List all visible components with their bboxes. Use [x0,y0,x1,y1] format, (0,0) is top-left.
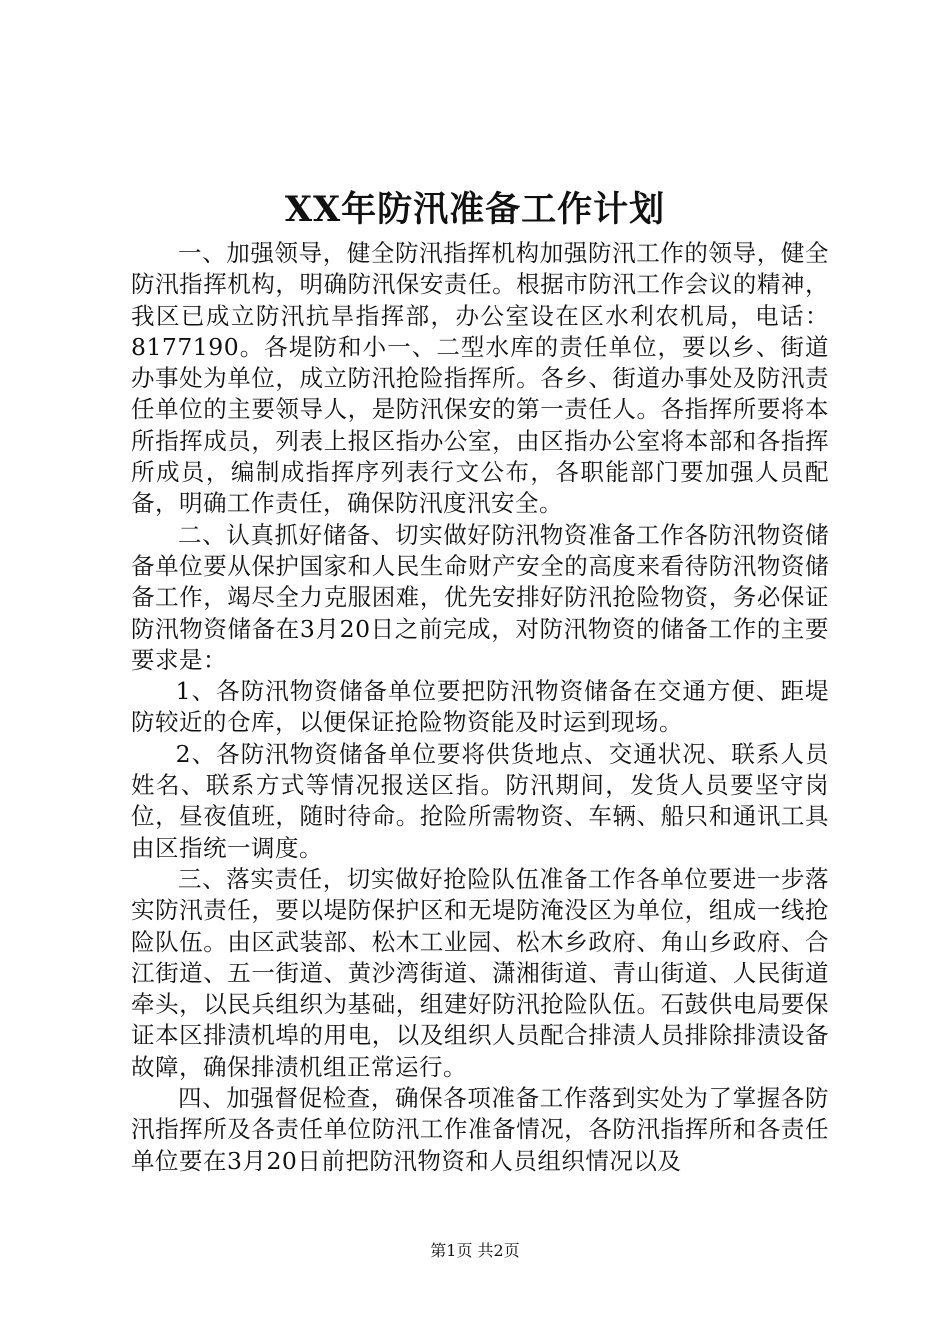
paragraph-leadership: 一、加强领导，健全防汛指挥机构加强防汛工作的领导，健全防汛指挥机构，明确防汛保安责任。根据市防汛工作会议的精神，我区已成立防汛抗旱指挥部，办公室设在区水利农机局，电话：8177190。各堤防和小一、二型水库的责任单位，要以乡、街道办事处为单位，成立防汛抢险指挥所。各乡、街道办事处及防汛责任单位的主要领导人，是防汛保安的第一责任人。各指挥所要将本所指挥成员，列表上报区指办公室，由区指办公室将本部和各指挥所成员，编制成指挥序列表行文公布，各职能部门要加强人员配备，明确工作责任，确保防汛度汛安全。 [131,239,829,518]
paragraph-inspection: 四、加强督促检查，确保各项准备工作落到实处为了掌握各防汛指挥所及各责任单位防汛工作准备情况，各防汛指挥所和各责任单位要在3月20日前把防汛物资和人员组织情况以及 [131,1084,829,1175]
paragraph-item-2: 2、各防汛物资储备单位要将供货地点、交通状况、联系人员姓名、联系方式等情况报送区指。防汛期间，发货人员要坚守岗位，昼夜值班，随时待命。抢险所需物资、车辆、船只和通讯工具由区指统一调度。 [131,739,829,862]
page-number: 第1页 共2页 [430,1241,520,1260]
paragraph-rescue-team: 三、落实责任，切实做好抢险队伍准备工作各单位要进一步落实防汛责任，要以堤防保护区和无堤防淹没区为单位，组成一线抢险队伍。由区武装部、松木工业园、松木乡政府、角山乡政府、合江街道、五一街道、黄沙湾街道、潇湘街道、青山街道、人民街道牵头，以民兵组织为基础，组建好防汛抢险队伍。石鼓供电局要保证本区排渍机埠的用电，以及组织人员配合排渍人员排除排渍设备故障，确保排渍机组正常运行。 [131,864,829,1081]
paragraph-item-1: 1、各防汛物资储备单位要把防汛物资储备在交通方便、距堤防较近的仓库，以便保证抢险物资能及时运到现场。 [131,677,829,737]
document-title: XX年防汛准备工作计划 [284,189,666,230]
document-body [131,238,829,1177]
paragraph-material-reserve: 二、认真抓好储备、切实做好防汛物资准备工作各防汛物资储备单位要从保护国家和人民生命财产安全的高度来看待防汛物资储备工作，竭尽全力克服困难，优先安排好防汛抢险物资，务必保证防汛物资储备在3月20日之前完成，对防汛物资的储备工作的主要要求是： [131,520,829,674]
